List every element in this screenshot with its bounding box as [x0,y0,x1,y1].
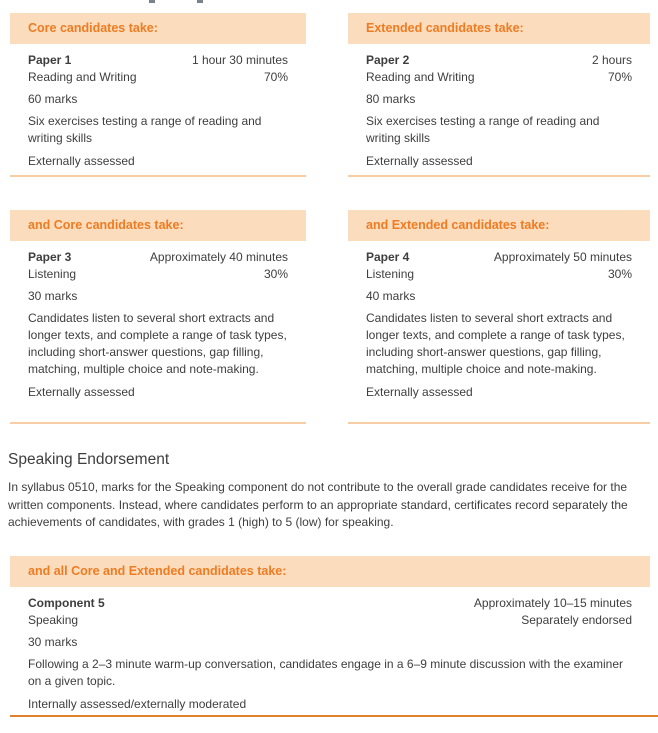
panel-header [348,13,650,44]
paper-duration: 2 hours [591,53,632,67]
paper-marks: 30 marks [28,289,78,303]
paper-subtitle-row [28,266,288,283]
paper-title-row [28,249,288,266]
paper-duration: Approximately 40 minutes [149,250,288,264]
paper-subtitle: Reading and Writing [366,70,475,84]
panel-header [10,210,306,241]
speaking-endorsement-paragraph: In syllabus 0510, marks for the Speaking component do not contribute to the overall grade candidates receive for the written components. Instead, where candidates perform to an appropriate standard, certificates record separately the achievements of candidates, with grades 1 (high) to 5 (low) for speaking. [8,480,628,529]
paper-weighting: 70% [263,70,288,84]
panel-body [348,44,650,170]
paper-subtitle: Listening [28,267,77,281]
paper-marks: 30 marks [28,635,78,649]
paper-description: Candidates listen to several short extracts and longer texts, and complete a range of task types, including short-answer questions, gap filling, matching, multiple choice and note-making. [366,311,625,376]
panel-body [10,587,650,713]
paper-assessment: Externally assessed [28,385,135,399]
paper-name: Component 5 [28,596,105,610]
paper-duration: Approximately 50 minutes [493,250,632,264]
panel-header [348,210,650,241]
panel-header-label: and all Core and Extended candidates take: [28,564,287,578]
paper-subtitle: Reading and Writing [28,70,137,84]
paper-name: Paper 1 [28,53,72,67]
panel-header [10,13,306,44]
panel-divider [10,422,306,424]
paper-marks: 80 marks [366,92,416,106]
panel-body [348,241,650,401]
paper-weighting: 30% [607,267,632,281]
paper-description: Candidates listen to several short extracts and longer texts, and complete a range of task types, including short-answer questions, gap filling, matching, multiple choice and note-making. [28,311,287,376]
panel-component-5 [10,556,650,717]
paper-description: Six exercises testing a range of reading and writing skills [366,114,600,145]
paper-subtitle-row [28,612,632,629]
paper-subtitle-row [28,69,288,86]
paper-weighting: 30% [263,267,288,281]
paper-subtitle-row [366,69,632,86]
paper-title-row [366,52,632,69]
speaking-endorsement-heading: Speaking Endorsement [8,451,170,468]
paper-assessment: Internally assessed/externally moderated [28,697,247,711]
panel-paper-2 [348,13,650,177]
paper-title-row [28,52,288,69]
panel-header-label: Core candidates take: [28,21,158,35]
panel-header-label: and Extended candidates take: [366,218,550,232]
panel-header-label: Extended candidates take: [366,21,524,35]
panel-paper-3 [10,210,306,424]
panel-body [10,241,306,401]
paper-assessment: Externally assessed [28,154,135,168]
paper-marks: 40 marks [366,289,416,303]
paper-name: Paper 2 [366,53,410,67]
paper-duration: 1 hour 30 minutes [191,53,288,67]
panel-divider [10,715,658,717]
paper-title-row [28,595,632,612]
panel-paper-4 [348,210,650,424]
panel-paper-1 [10,13,306,177]
paper-subtitle: Listening [366,267,415,281]
paper-name: Paper 4 [366,250,410,264]
paper-description: Following a 2–3 minute warm-up conversation, candidates engage in a 6–9 minute discussion with the examiner on a given topic. [28,657,624,688]
panel-divider [348,175,650,177]
panel-divider [10,175,306,177]
paper-assessment: Externally assessed [366,385,473,399]
paper-description: Six exercises testing a range of reading and writing skills [28,114,262,145]
paper-subtitle: Speaking [28,613,79,627]
panel-body [10,44,306,170]
paper-weighting: 70% [607,70,632,84]
paper-name: Paper 3 [28,250,72,264]
paper-assessment: Externally assessed [366,154,473,168]
panel-header [10,556,650,587]
paper-title-row [366,249,632,266]
paper-marks: 60 marks [28,92,78,106]
paper-weighting: Separately endorsed [521,613,632,627]
paper-duration: Approximately 10–15 minutes [473,596,632,610]
paper-subtitle-row [366,266,632,283]
panel-divider [348,422,650,424]
cropped-text-fragment [149,0,155,3]
panel-header-label: and Core candidates take: [28,218,184,232]
cropped-text-fragment [197,0,203,3]
